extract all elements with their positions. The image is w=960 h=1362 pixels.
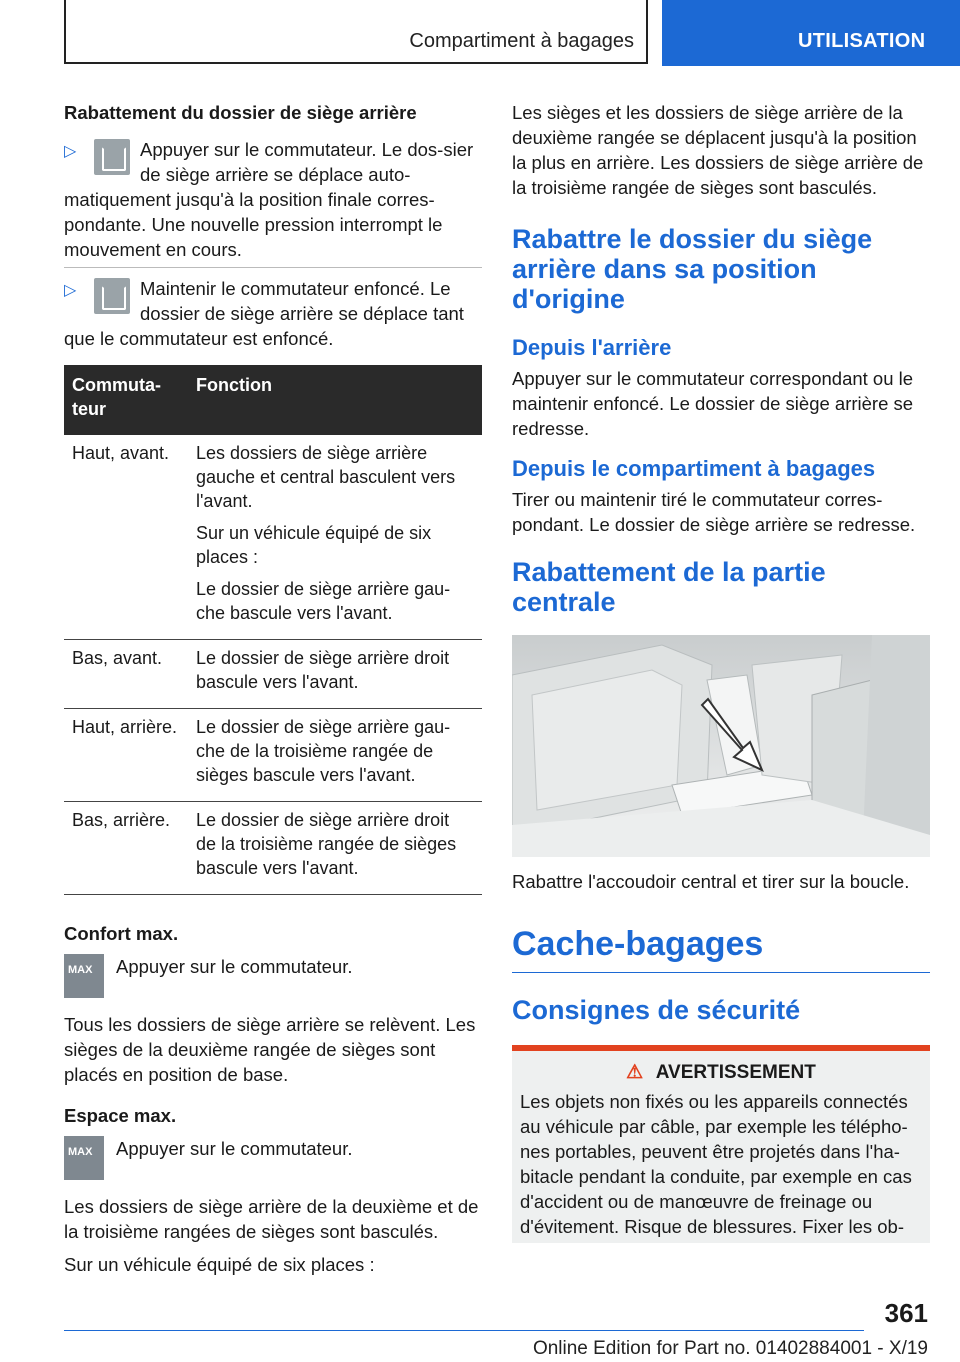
switch-function-table — [64, 365, 482, 895]
warning-box — [512, 1045, 930, 1243]
step-press-switch — [64, 137, 482, 268]
confort-max-title: Confort max. — [64, 923, 179, 944]
heading-depuis-arriere: Depuis l'arrière — [512, 335, 672, 360]
warning-header — [520, 1061, 922, 1085]
table-cell-function: Le dossier de siège arrière droit de la troisième rangée de sièges bascule vers l'avant. — [188, 802, 482, 895]
paragraph-depuis-arriere: Appuyer sur le commutateur correspondant ou le maintenir enfoncé. Le dossier de siège arrière se redresse. — [512, 368, 914, 439]
heading-rabattre-origine: Rabattre le dossier du siège arrière dans sa position d'origine — [512, 224, 873, 314]
header-section-title: Compartiment à bagages — [409, 30, 634, 52]
espace-max-title: Espace max. — [64, 1105, 177, 1126]
left-column — [64, 100, 482, 1277]
photo-caption: Rabattre l'accoudoir central et tirer sur la boucle. — [512, 871, 910, 892]
step-2-text: Maintenir le commutateur enfoncé. Le dossier de siège arrière se déplace tant que le commutateur est enfoncé. — [64, 278, 464, 349]
header-chapter-tab[interactable] — [662, 0, 960, 66]
function-text: Le dossier de siège arrière gau-che bascule vers l'avant. — [196, 579, 451, 623]
heading-partie-centrale: Rabattement de la partie centrale — [512, 557, 826, 617]
table-cell-switch: Haut, avant. — [64, 435, 188, 640]
function-text: Sur un véhicule équipé de six places : — [196, 523, 432, 567]
step-divider — [64, 267, 482, 268]
table-cell-switch: Haut, arrière. — [64, 709, 188, 802]
table-cell-function: Le dossier de siège arrière gau-che de la troisième rangée de sièges bascule vers l'avant. — [188, 709, 482, 802]
triangle-bullet-icon: ▷ — [64, 143, 77, 160]
step-1-text: Appuyer sur le commutateur. Le dos-sier de siège arrière se déplace auto-matiquement jusqu'à la position finale corres-pondante. Une nouvelle pression interrompt le mouvement en cours. — [64, 139, 474, 260]
seat-illustration — [512, 635, 930, 857]
confort-max-description: Tous les dossiers de siège arrière se relèvent. Les sièges de la deuxième rangée de sièges sont placés en position de base. — [64, 1014, 476, 1085]
table-row — [64, 435, 482, 640]
max-space-switch-icon: MAX — [64, 1136, 104, 1180]
header-section-box — [64, 0, 648, 64]
confort-max-step — [64, 954, 482, 1006]
edition-footer: Online Edition for Part no. 01402884001 - X/19 — [532, 1338, 928, 1359]
heading-depuis-compartiment: Depuis le compartiment à bagages — [512, 456, 876, 481]
triangle-bullet-icon: ▷ — [64, 282, 77, 299]
footer-rule — [64, 1330, 864, 1331]
espace-max-description: Les dossiers de siège arrière de la deuxième et de la troisième rangées de sièges sont basculés. — [64, 1196, 479, 1242]
table-cell-switch: Bas, avant. — [64, 640, 188, 709]
warning-title: AVERTISSEMENT — [655, 1062, 816, 1083]
step-hold-switch — [64, 276, 482, 357]
max-comfort-switch-icon: MAX — [64, 954, 104, 998]
table-row — [64, 640, 482, 709]
paragraph-depuis-compartiment: Tirer ou maintenir tiré le commutateur corres-pondant. Le dossier de siège arrière se redresse. — [512, 489, 916, 535]
table-header-row — [64, 365, 482, 435]
espace-max-step-text: Appuyer sur le commutateur. — [116, 1138, 353, 1159]
table-header-switch: Commuta-teur — [64, 365, 188, 435]
table-row — [64, 802, 482, 895]
right-column — [512, 100, 930, 1243]
seat-fold-switch-icon — [94, 278, 130, 314]
heading-cache-bagages: Cache-bagages — [512, 924, 930, 973]
confort-max-block — [64, 921, 482, 1087]
confort-max-step-text: Appuyer sur le commutateur. — [116, 956, 353, 977]
seat-fold-switch-icon — [94, 139, 130, 175]
table-cell-switch: Bas, arrière. — [64, 802, 188, 895]
table-cell-function — [188, 435, 482, 640]
six-places-note: Sur un véhicule équipé de six places : — [64, 1254, 375, 1275]
espace-max-step — [64, 1136, 482, 1188]
rear-seat-armrest-photo — [512, 635, 930, 857]
table-row — [64, 709, 482, 802]
table-cell-function: Le dossier de siège arrière droit bascule vers l'avant. — [188, 640, 482, 709]
espace-max-block — [64, 1103, 482, 1277]
warning-text: Les objets non fixés ou les appareils connectés au véhicule par câble, par exemple les télépho-nes portables, peuvent être projetés dans l'ha-bitacle pendant la conduite, par exemple en cas d'accident ou de manœuvre de freinage ou d'évitement. Risque de blessures. Fixer les ob- — [520, 1091, 912, 1237]
section-title-rabattement: Rabattement du dossier de siège arrière — [64, 102, 417, 123]
page-number: 361 — [884, 1298, 928, 1328]
header-chapter-label: UTILISATION — [798, 30, 926, 52]
intro-paragraph: Les sièges et les dossiers de siège arrière de la deuxième rangée se déplacent jusqu'à la position la plus en arrière. Les dossiers de siège arrière de la troisième rangée de sièges sont basculés. — [512, 102, 924, 198]
function-text: Les dossiers de siège arrière gauche et central basculent vers l'avant. — [196, 443, 456, 511]
heading-consignes-securite: Consignes de sécurité — [512, 995, 801, 1025]
warning-triangle-icon: ⚠ — [626, 1062, 644, 1083]
table-header-function: Fonction — [188, 365, 482, 435]
